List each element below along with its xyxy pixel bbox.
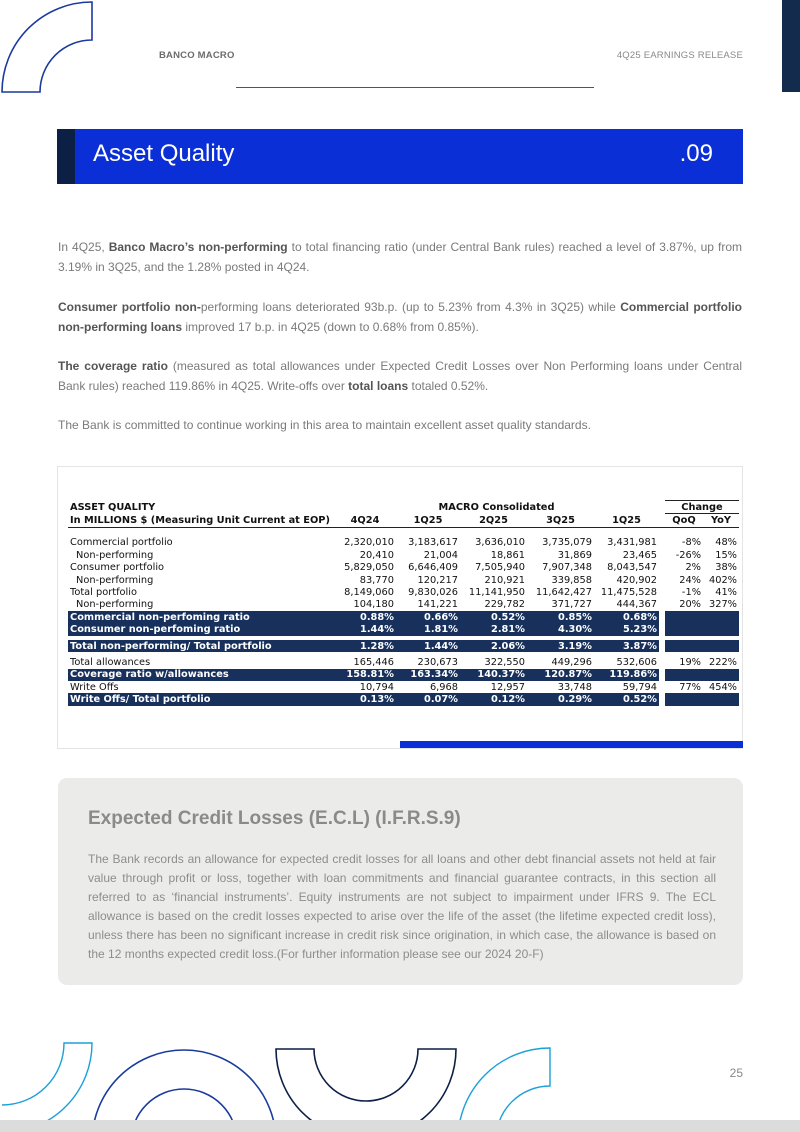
footer-band [0, 1120, 800, 1132]
decorative-arc-top [0, 0, 100, 100]
row-change-yoy [703, 640, 739, 652]
paragraph-npl: In 4Q25, Banco Macro’s non-performing to total financing ratio (under Central Bank rules) reached a level of 3.87%, up from 3.19% in 3Q25, and the 1.28% posted in 4Q24. [58, 240, 742, 274]
row-value: 322,550 [484, 656, 525, 668]
row-value: 10,794 [359, 681, 394, 693]
section-number: .09 [679, 140, 713, 167]
header-release-title: 4Q25 EARNINGS RELEASE [616, 50, 743, 61]
row-change-qoq: -8% [681, 537, 701, 549]
row-value: 3.19% [527, 640, 594, 652]
row-change-qoq: 20% [679, 599, 701, 611]
row-value: 1.28% [334, 640, 396, 652]
row-label: Consumer portfolio [70, 562, 165, 574]
row-label: Commercial portfolio [70, 537, 173, 549]
row-change-yoy [703, 669, 739, 681]
row-value: 420,902 [616, 574, 657, 586]
row-value: 339,858 [551, 574, 592, 586]
row-value: 140.37% [460, 669, 527, 681]
table-group-label: MACRO Consolidated [438, 501, 555, 513]
row-value: 8,043,547 [607, 562, 657, 574]
column-header-yoy: YoY [710, 515, 732, 527]
row-value: 12,957 [490, 681, 525, 693]
row-label: Commercial non-perfoming ratio [68, 611, 334, 623]
row-value: 0.68% [594, 611, 659, 623]
row-value: 119.86% [594, 669, 659, 681]
paragraph-coverage: The coverage ratio (measured as total allowances under Expected Credit Losses over Non Performing loans under Central Bank rules) reached 119.86% in 4Q25. Write-offs over total loans totaled 0.52%. [58, 359, 742, 393]
header-rule [236, 87, 594, 88]
row-change-qoq: 77% [679, 681, 701, 693]
row-value: 163.34% [396, 669, 460, 681]
row-change-yoy: 15% [715, 549, 737, 561]
asset-quality-table [68, 500, 739, 706]
row-value: 33,748 [557, 681, 592, 693]
table-row [68, 599, 739, 611]
row-change-yoy [703, 624, 739, 636]
row-change-qoq [665, 611, 703, 623]
row-value: 0.52% [460, 611, 527, 623]
row-change-yoy: 327% [708, 599, 737, 611]
row-change-qoq [665, 693, 703, 705]
paragraph-commitment: The Bank is committed to continue working in this area to maintain excellent asset quality standards. [58, 418, 591, 432]
row-value: 532,606 [616, 656, 657, 668]
row-value: 104,180 [353, 599, 394, 611]
column-header-qoq: QoQ [672, 515, 696, 527]
row-value: 3,735,079 [542, 537, 592, 549]
row-change-yoy: 402% [708, 574, 737, 586]
table-row [68, 669, 739, 681]
row-value: 210,921 [484, 574, 525, 586]
row-label: Write Offs/ Total portfolio [68, 693, 334, 705]
row-value: 2,320,010 [344, 537, 394, 549]
table-change-label: Change [665, 501, 739, 514]
header-brand: BANCO MACRO [159, 50, 235, 61]
ecl-text: The Bank records an allowance for expected credit losses for all loans and other debt financial assets not held at fair value through profit or loss, together with loan commitments and financial guarantee contracts, in this section all referred to as ‘financial instruments’. Equity instruments are not subject to impairment under IFRS 9. The ECL allowance is based on the credit losses expected to arise over the life of the asset (the lifetime expected credit loss), unless there has been no significant increase in credit risk since origination, in which case, the allowance is based on the 12 months expected credit loss.(For further information please see our 2024 20-F) [88, 852, 716, 961]
column-header: 1Q25 [413, 514, 443, 526]
row-value: 0.12% [460, 693, 527, 705]
row-value: 0.85% [527, 611, 594, 623]
row-value: 7,505,940 [475, 562, 525, 574]
row-value: 31,869 [557, 549, 592, 561]
row-value: 165,446 [353, 656, 394, 668]
page-number: 25 [729, 1066, 743, 1080]
row-value: 0.07% [396, 693, 460, 705]
column-header: 1Q25 [612, 514, 641, 526]
row-change-qoq: 2% [685, 562, 701, 574]
row-value: 3,431,981 [607, 537, 657, 549]
table-row [68, 656, 739, 668]
row-value: 1.44% [334, 624, 396, 636]
row-change-yoy: 38% [715, 562, 737, 574]
row-change-qoq: -26% [675, 549, 701, 561]
row-change-qoq: 19% [679, 656, 701, 668]
row-value: 3.87% [594, 640, 659, 652]
row-value: 158.81% [334, 669, 396, 681]
row-change-yoy: 222% [708, 656, 737, 668]
row-value: 5,829,050 [344, 562, 394, 574]
row-value: 120.87% [527, 669, 594, 681]
table-row [68, 640, 739, 652]
table-row [68, 574, 739, 586]
row-value: 0.52% [594, 693, 659, 705]
row-label: Write Offs [70, 681, 119, 693]
paragraph-portfolios: Consumer portfolio non-performing loans deteriorated 93b.p. (up to 5.23% from 4.3% in 3Q25) while Commercial portfolio non-performing loans improved 17 b.p. in 4Q25 (down to 0.68% from 0.85%). [58, 300, 742, 334]
row-value: 229,782 [484, 599, 525, 611]
table-header-row [68, 514, 739, 527]
row-change-yoy: 454% [708, 681, 737, 693]
table-row [68, 537, 739, 549]
row-value: 3,636,010 [475, 537, 525, 549]
table-row [68, 586, 739, 598]
row-label: Non-performing [76, 574, 154, 586]
row-value: 3,183,617 [408, 537, 458, 549]
row-value: 2.06% [460, 640, 527, 652]
row-value: 120,217 [417, 574, 458, 586]
table-row [68, 693, 739, 705]
row-value: 1.44% [396, 640, 460, 652]
row-change-qoq: 24% [679, 574, 701, 586]
row-value: 5.23% [594, 624, 659, 636]
row-value: 371,727 [551, 599, 592, 611]
row-change-qoq [665, 669, 703, 681]
row-label: Total allowances [70, 656, 151, 668]
row-label: Consumer non-perfoming ratio [68, 624, 334, 636]
row-value: 11,642,427 [535, 587, 592, 599]
section-banner-edge [57, 129, 75, 184]
row-value: 449,296 [551, 656, 592, 668]
row-value: 83,770 [359, 574, 394, 586]
column-header: 4Q24 [350, 514, 380, 526]
row-value: 7,907,348 [542, 562, 592, 574]
row-change-qoq: -1% [681, 587, 701, 599]
row-value: 23,465 [622, 549, 657, 561]
table-subtitle: In MILLIONS $ (Measuring Unit Current at EOP) [70, 514, 330, 526]
table-row [68, 562, 739, 574]
row-change-yoy [703, 693, 739, 705]
row-value: 59,794 [622, 681, 657, 693]
row-value: 0.13% [334, 693, 396, 705]
table-row [68, 611, 739, 623]
table-row [68, 549, 739, 561]
ecl-title: Expected Credit Losses (E.C.L) (I.F.R.S.9) [88, 808, 461, 829]
row-value: 1.81% [396, 624, 460, 636]
row-value: 0.66% [396, 611, 460, 623]
row-change-yoy: 48% [715, 537, 737, 549]
row-label: Non-performing [76, 549, 154, 561]
row-value: 8,149,060 [344, 587, 394, 599]
row-label: Total non-performing/ Total portfolio [68, 640, 334, 652]
row-value: 6,646,409 [408, 562, 458, 574]
row-change-yoy [703, 611, 739, 623]
row-label: Total portfolio [70, 587, 137, 599]
row-value: 0.88% [334, 611, 396, 623]
table-row [68, 624, 739, 636]
row-value: 4.30% [527, 624, 594, 636]
row-value: 230,673 [417, 656, 458, 668]
row-value: 2.81% [460, 624, 527, 636]
row-change-yoy: 41% [715, 587, 737, 599]
decorative-arcs-bottom [0, 1020, 560, 1132]
column-header: 3Q25 [546, 514, 575, 526]
row-change-qoq [665, 640, 703, 652]
row-value: 11,141,950 [468, 587, 525, 599]
row-value: 18,861 [490, 549, 525, 561]
table-row [68, 681, 739, 693]
row-value: 141,221 [417, 599, 458, 611]
row-value: 20,410 [359, 549, 394, 561]
header-tab [782, 0, 800, 92]
table-title-row [68, 501, 739, 514]
row-label: Non-performing [76, 599, 154, 611]
row-value: 21,004 [423, 549, 458, 561]
row-value: 0.29% [527, 693, 594, 705]
row-change-qoq [665, 624, 703, 636]
column-header: 2Q25 [479, 514, 508, 526]
row-label: Coverage ratio w/allowances [68, 669, 334, 681]
row-value: 444,367 [616, 599, 657, 611]
row-value: 6,968 [429, 681, 458, 693]
row-value: 9,830,026 [408, 587, 458, 599]
table-accent-bar [400, 741, 743, 748]
section-title: Asset Quality [93, 140, 235, 167]
row-value: 11,475,528 [600, 587, 657, 599]
table-title: ASSET QUALITY [70, 501, 156, 513]
